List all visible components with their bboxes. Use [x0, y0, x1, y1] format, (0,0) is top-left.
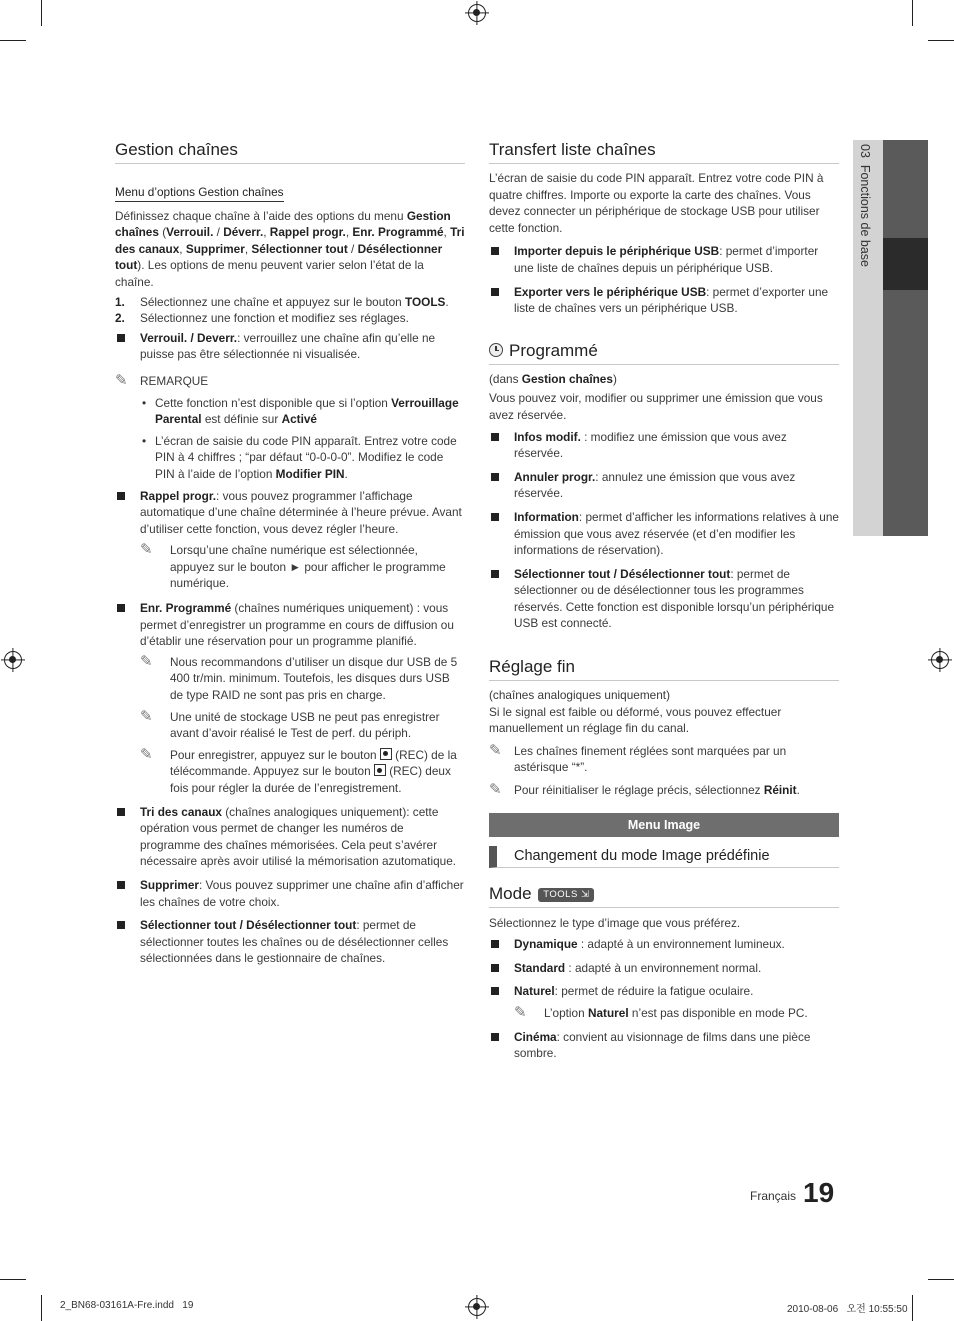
item-naturel: Naturel: permet de réduire la fatigue oculaire.	[489, 983, 839, 1000]
naturel-note: ✎ L’option Naturel n’est pas disponible en mode PC.	[514, 1004, 808, 1021]
reglage-intro: Si le signal est faible ou déformé, vous pouvez effectuer manuellement un réglage fin du canal.	[489, 704, 782, 736]
registration-mark-icon	[468, 4, 486, 22]
programme-context: (dans Gestion chaînes)	[489, 371, 617, 386]
print-timestamp: 2010-08-06 오전 10:55:50	[787, 1304, 908, 1315]
item-selectionner-tout-programme: Sélectionner tout / Désélectionner tout: permet de sélectionner ou de désélectionner tous les programmes réservés. Cette fonction est disponible lorsqu’un périphérique USB est connecté.	[489, 566, 839, 632]
programme-intro: Vous pouvez voir, modifier ou supprimer une émission que vous avez réservée.	[489, 391, 823, 422]
step-2: 2. Sélectionnez une fonction et modifiez ses réglages.	[115, 311, 409, 326]
crop-mark	[0, 1279, 26, 1280]
remarque-item-2: • L’écran de saisie du code PIN apparaît. Entrez votre code PIN à 4 chiffres ; “par défaut “0-0-0-0”. Modifiez le code PIN à l’aide de l’option Modifier PIN.	[140, 433, 465, 483]
print-file-info: 2_BN68-03161A-Fre.indd 19	[60, 1300, 194, 1311]
item-information: Information: permet d’afficher les informations relatives à une émission que vous avez réservée (et d’en modifier les informations de réservation).	[489, 509, 839, 559]
rec-button-icon	[380, 748, 392, 760]
item-infos-modif: Infos modif. : modifiez une émission que vous avez réservée.	[489, 429, 839, 462]
item-verrouil: Verrouil. / Deverr.: verrouillez une chaîne afin qu’elle ne puisse pas être sélectionnée ni visualisée.	[115, 330, 465, 363]
item-cinema: Cinéma: convient au visionnage de films dans une pièce sombre.	[489, 1029, 839, 1062]
crop-mark	[928, 40, 954, 41]
side-tab-label: 03 Fonctions de base	[858, 144, 872, 267]
note-pencil-icon: ✎	[140, 652, 153, 670]
changement-heading: Changement du mode Image prédéfinie	[489, 846, 839, 868]
rec-button-icon	[374, 764, 386, 776]
note-pencil-icon: ✎	[140, 745, 153, 763]
reglage-note-1: ✎ Les chaînes finement réglées sont marquées par un astérisque “*”.	[489, 741, 787, 775]
enr-note-2: ✎ Une unité de stockage USB ne peut pas enregistrer avant d’avoir réalisé le Test de perf. du périph.	[140, 707, 440, 741]
intro-paragraph: Définissez chaque chaîne à l’aide des options du menu Gestion chaînes (Verrouil. / Déverr., Rappel progr., Enr. Programmé, Tri des canaux, Supprimer, Sélectionner tout / Désélectionner tout). Les options de menu peuvent varier selon l’état de la chaîne.	[115, 208, 465, 289]
clock-icon	[489, 343, 503, 357]
side-tab-dark	[883, 140, 928, 536]
section-title-mode: Mode TOOLS ⇲	[489, 883, 839, 908]
item-supprimer: Supprimer: Vous pouvez supprimer une chaîne afin d’afficher les chaînes de votre choix.	[115, 877, 465, 910]
section-title-programme: Programmé	[489, 340, 839, 365]
side-tab-active	[883, 238, 928, 290]
section-title-reglage-fin: Réglage fin	[489, 656, 839, 681]
section-title-transfert: Transfert liste chaînes	[489, 139, 839, 164]
registration-mark-icon	[931, 651, 949, 669]
item-annuler-progr: Annuler progr.: annulez une émission que vous avez réservée.	[489, 469, 839, 502]
mode-intro: Sélectionnez le type d’image que vous préférez.	[489, 915, 741, 930]
note-pencil-icon: ✎	[115, 371, 128, 389]
item-rappel: Rappel progr.: vous pouvez programmer l’affichage automatique d’une chaîne déterminée à l’heure prévue. Avant d’utiliser cette fonction, vous devez régler l’heure.	[115, 488, 465, 538]
remarque-item-1: • Cette fonction n’est disponible que si l’option Verrouillage Parental est définie sur Activé	[140, 395, 465, 428]
item-enr-programme: Enr. Programmé (chaînes numériques uniquement) : vous permet d’enregistrer un programme en cours de diffusion ou d’établir une réservation pour un programme planifié.	[115, 600, 465, 650]
right-column	[489, 139, 839, 1062]
registration-mark-icon	[4, 651, 22, 669]
tools-badge: TOOLS ⇲	[538, 888, 594, 902]
footer-language: Français	[750, 1189, 797, 1203]
item-tri-canaux: Tri des canaux (chaînes analogiques uniquement): cette opération vous permet de changer les numéros de programme des chaînes mémorisées. Cela peut s’avérer nécessaire après avoir utilisé la mémorisation azutomatique.	[115, 804, 465, 870]
side-tab	[853, 140, 928, 536]
crop-mark	[41, 1295, 42, 1321]
crop-mark	[0, 40, 26, 41]
subheading-menu-options: Menu d’options Gestion chaînes	[115, 184, 284, 202]
remarque-heading: ✎ REMARQUE	[115, 371, 209, 389]
tools-arrow-icon: ⇲	[580, 888, 590, 900]
note-pencil-icon: ✎	[489, 741, 502, 759]
item-standard: Standard : adapté à un environnement normal.	[489, 960, 839, 977]
page-number: 19	[803, 1177, 835, 1208]
crop-mark	[41, 0, 42, 26]
crop-mark	[912, 1295, 913, 1321]
item-selectionner-tout: Sélectionner tout / Désélectionner tout: permet de sélectionner toutes les chaînes ou de désélectionner celles sélectionnées dans le gestionnaire de chaînes.	[115, 917, 465, 967]
item-exporter: Exporter vers le périphérique USB: permet d’exporter une liste de chaînes vers un périphérique USB.	[489, 284, 839, 317]
enr-note-3: ✎ Pour enregistrer, appuyez sur le bouton (REC) de la télécommande. Appuyez sur le bouton (REC) deux fois pour régler la durée de l’enregistrement.	[140, 745, 457, 795]
section-title-gestion: Gestion chaînes	[115, 139, 465, 164]
note-pencil-icon: ✎	[140, 541, 153, 559]
crop-mark	[912, 0, 913, 26]
left-column	[115, 139, 465, 967]
enr-note-1: ✎ Nous recommandons d’utiliser un disque dur USB de 5 400 tr/min. minimum. Toutefois, les disques durs USB de type RAID ne sont pas pris en charge.	[140, 652, 458, 703]
note-pencil-icon: ✎	[489, 781, 502, 799]
reglage-context: (chaînes analogiques uniquement)	[489, 688, 671, 703]
transfert-intro: L’écran de saisie du code PIN apparaît. Entrez votre code PIN à quatre chiffres. Importe ou exporte la carte des chaînes. Vous devez connecter un périphérique de stockage USB pour utiliser cette fonction.	[489, 171, 824, 235]
item-dynamique: Dynamique : adapté à un environnement lumineux.	[489, 936, 839, 953]
step-1: 1. Sélectionnez une chaîne et appuyez sur le bouton TOOLS.	[115, 294, 449, 309]
note-pencil-icon: ✎	[140, 707, 153, 725]
crop-mark	[928, 1279, 954, 1280]
item-importer: Importer depuis le périphérique USB: permet d’importer une liste de chaînes depuis un périphérique USB.	[489, 243, 839, 276]
reglage-note-2: ✎ Pour réinitialiser le réglage précis, sélectionnez Réinit.	[489, 781, 800, 799]
menu-image-bar: Menu Image	[489, 813, 839, 837]
rappel-note: ✎ Lorsqu’une chaîne numérique est sélectionnée, appuyez sur le bouton ► pour afficher le programme numérique.	[140, 541, 446, 591]
registration-mark-icon	[468, 1298, 486, 1316]
note-pencil-icon: ✎	[514, 1004, 527, 1021]
